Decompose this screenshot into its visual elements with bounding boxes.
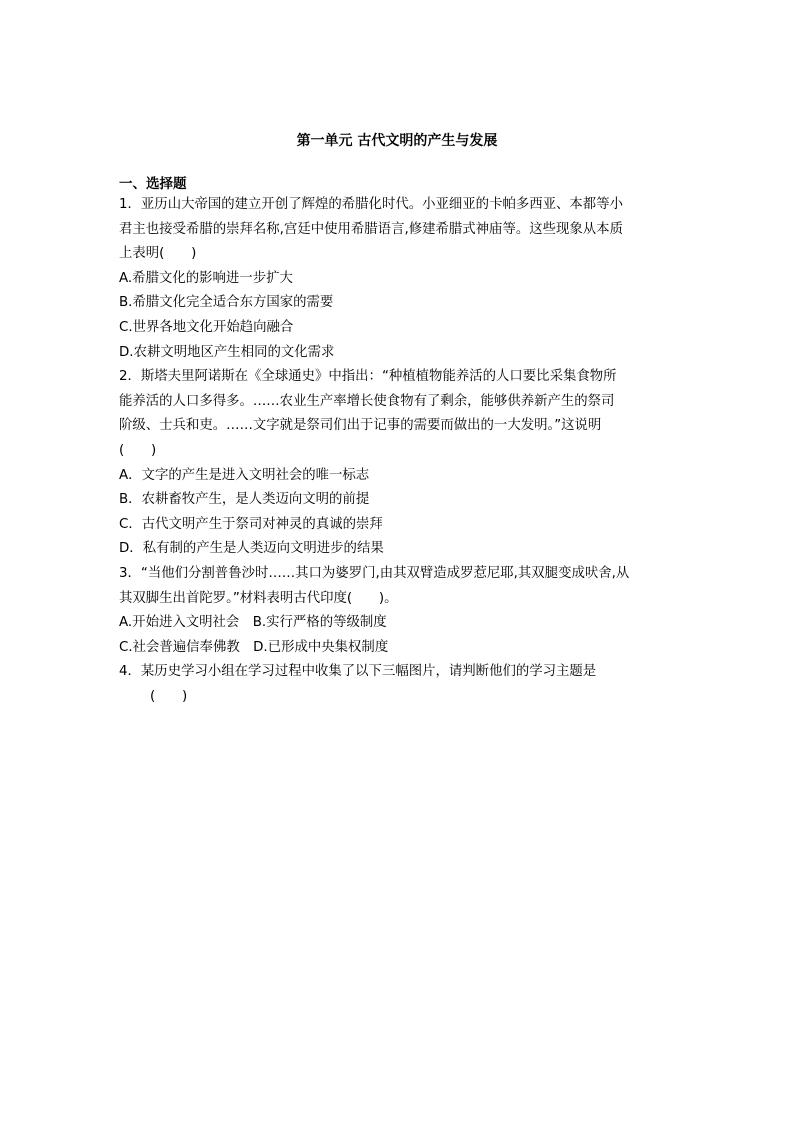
question-stem-line: 上表明( ) — [119, 246, 197, 262]
option-d: D．私有制的产生是人类迈向文明进步的结果 — [119, 541, 384, 557]
option-a: A.希腊文化的影响进一步扩大 — [119, 270, 293, 286]
page-title: 第一单元 古代文明的产生与发展 — [296, 133, 498, 149]
question-stem-line: ( ) — [150, 688, 188, 704]
question-stem-line: 能养活的人口多得多。……农业生产率增长使食物有了剩余，能够供养新产生的祭司 — [119, 393, 615, 409]
question-2 — [119, 365, 681, 562]
question-stem-line: 其双脚生出首陀罗。”材料表明古代印度( )。 — [119, 590, 398, 606]
option-c: C.世界各地文化开始趋向融合 — [119, 319, 294, 335]
option-b: B.希腊文化完全适合东方国家的需要 — [119, 295, 334, 311]
question-1 — [119, 193, 681, 365]
question-stem-line: 君主也接受希腊的崇拜名称,宫廷中使用希腊语言,修建希腊式神庙等。这些现象从本质 — [119, 221, 623, 237]
question-stem-line: 1．亚历山大帝国的建立开创了辉煌的希腊化时代。小亚细亚的卡帕多西亚、本都等小 — [119, 197, 623, 212]
question-4 — [119, 660, 681, 709]
option-d: D.农耕文明地区产生相同的文化需求 — [119, 344, 335, 360]
option-ab: A.开始进入文明社会 B.实行严格的等级制度 — [119, 615, 387, 631]
option-c: C．古代文明产生于祭司对神灵的真诚的崇拜 — [119, 516, 383, 532]
question-stem-line: 3．“当他们分割普鲁沙时……其口为婆罗门,由其双臂造成罗惹尼耶,其双腿变成吠舍,从 — [119, 565, 630, 581]
option-b: B．农耕畜牧产生，是人类迈向文明的前提 — [119, 492, 370, 508]
question-3 — [119, 562, 681, 660]
question-stem-line: 4．某历史学习小组在学习过程中收集了以下三幅图片，请判断他们的学习主题是 — [119, 664, 597, 680]
option-cd: C.社会普遍信奉佛教 D.已形成中央集权制度 — [119, 639, 389, 655]
option-a: A．文字的产生是进入文明社会的唯一标志 — [119, 467, 370, 483]
question-stem-line: 阶级、士兵和吏。……文字就是祭司们出于记事的需要而做出的一大发明。”这说明 — [119, 418, 602, 434]
question-stem-line: ( ) — [119, 442, 157, 458]
question-list — [119, 193, 681, 709]
question-stem-line: 2．斯塔夫里阿诺斯在《全球通史》中指出：“种植植物能养活的人口要比采集食物所 — [119, 369, 617, 385]
section-heading: 一、选择题 — [119, 176, 187, 192]
